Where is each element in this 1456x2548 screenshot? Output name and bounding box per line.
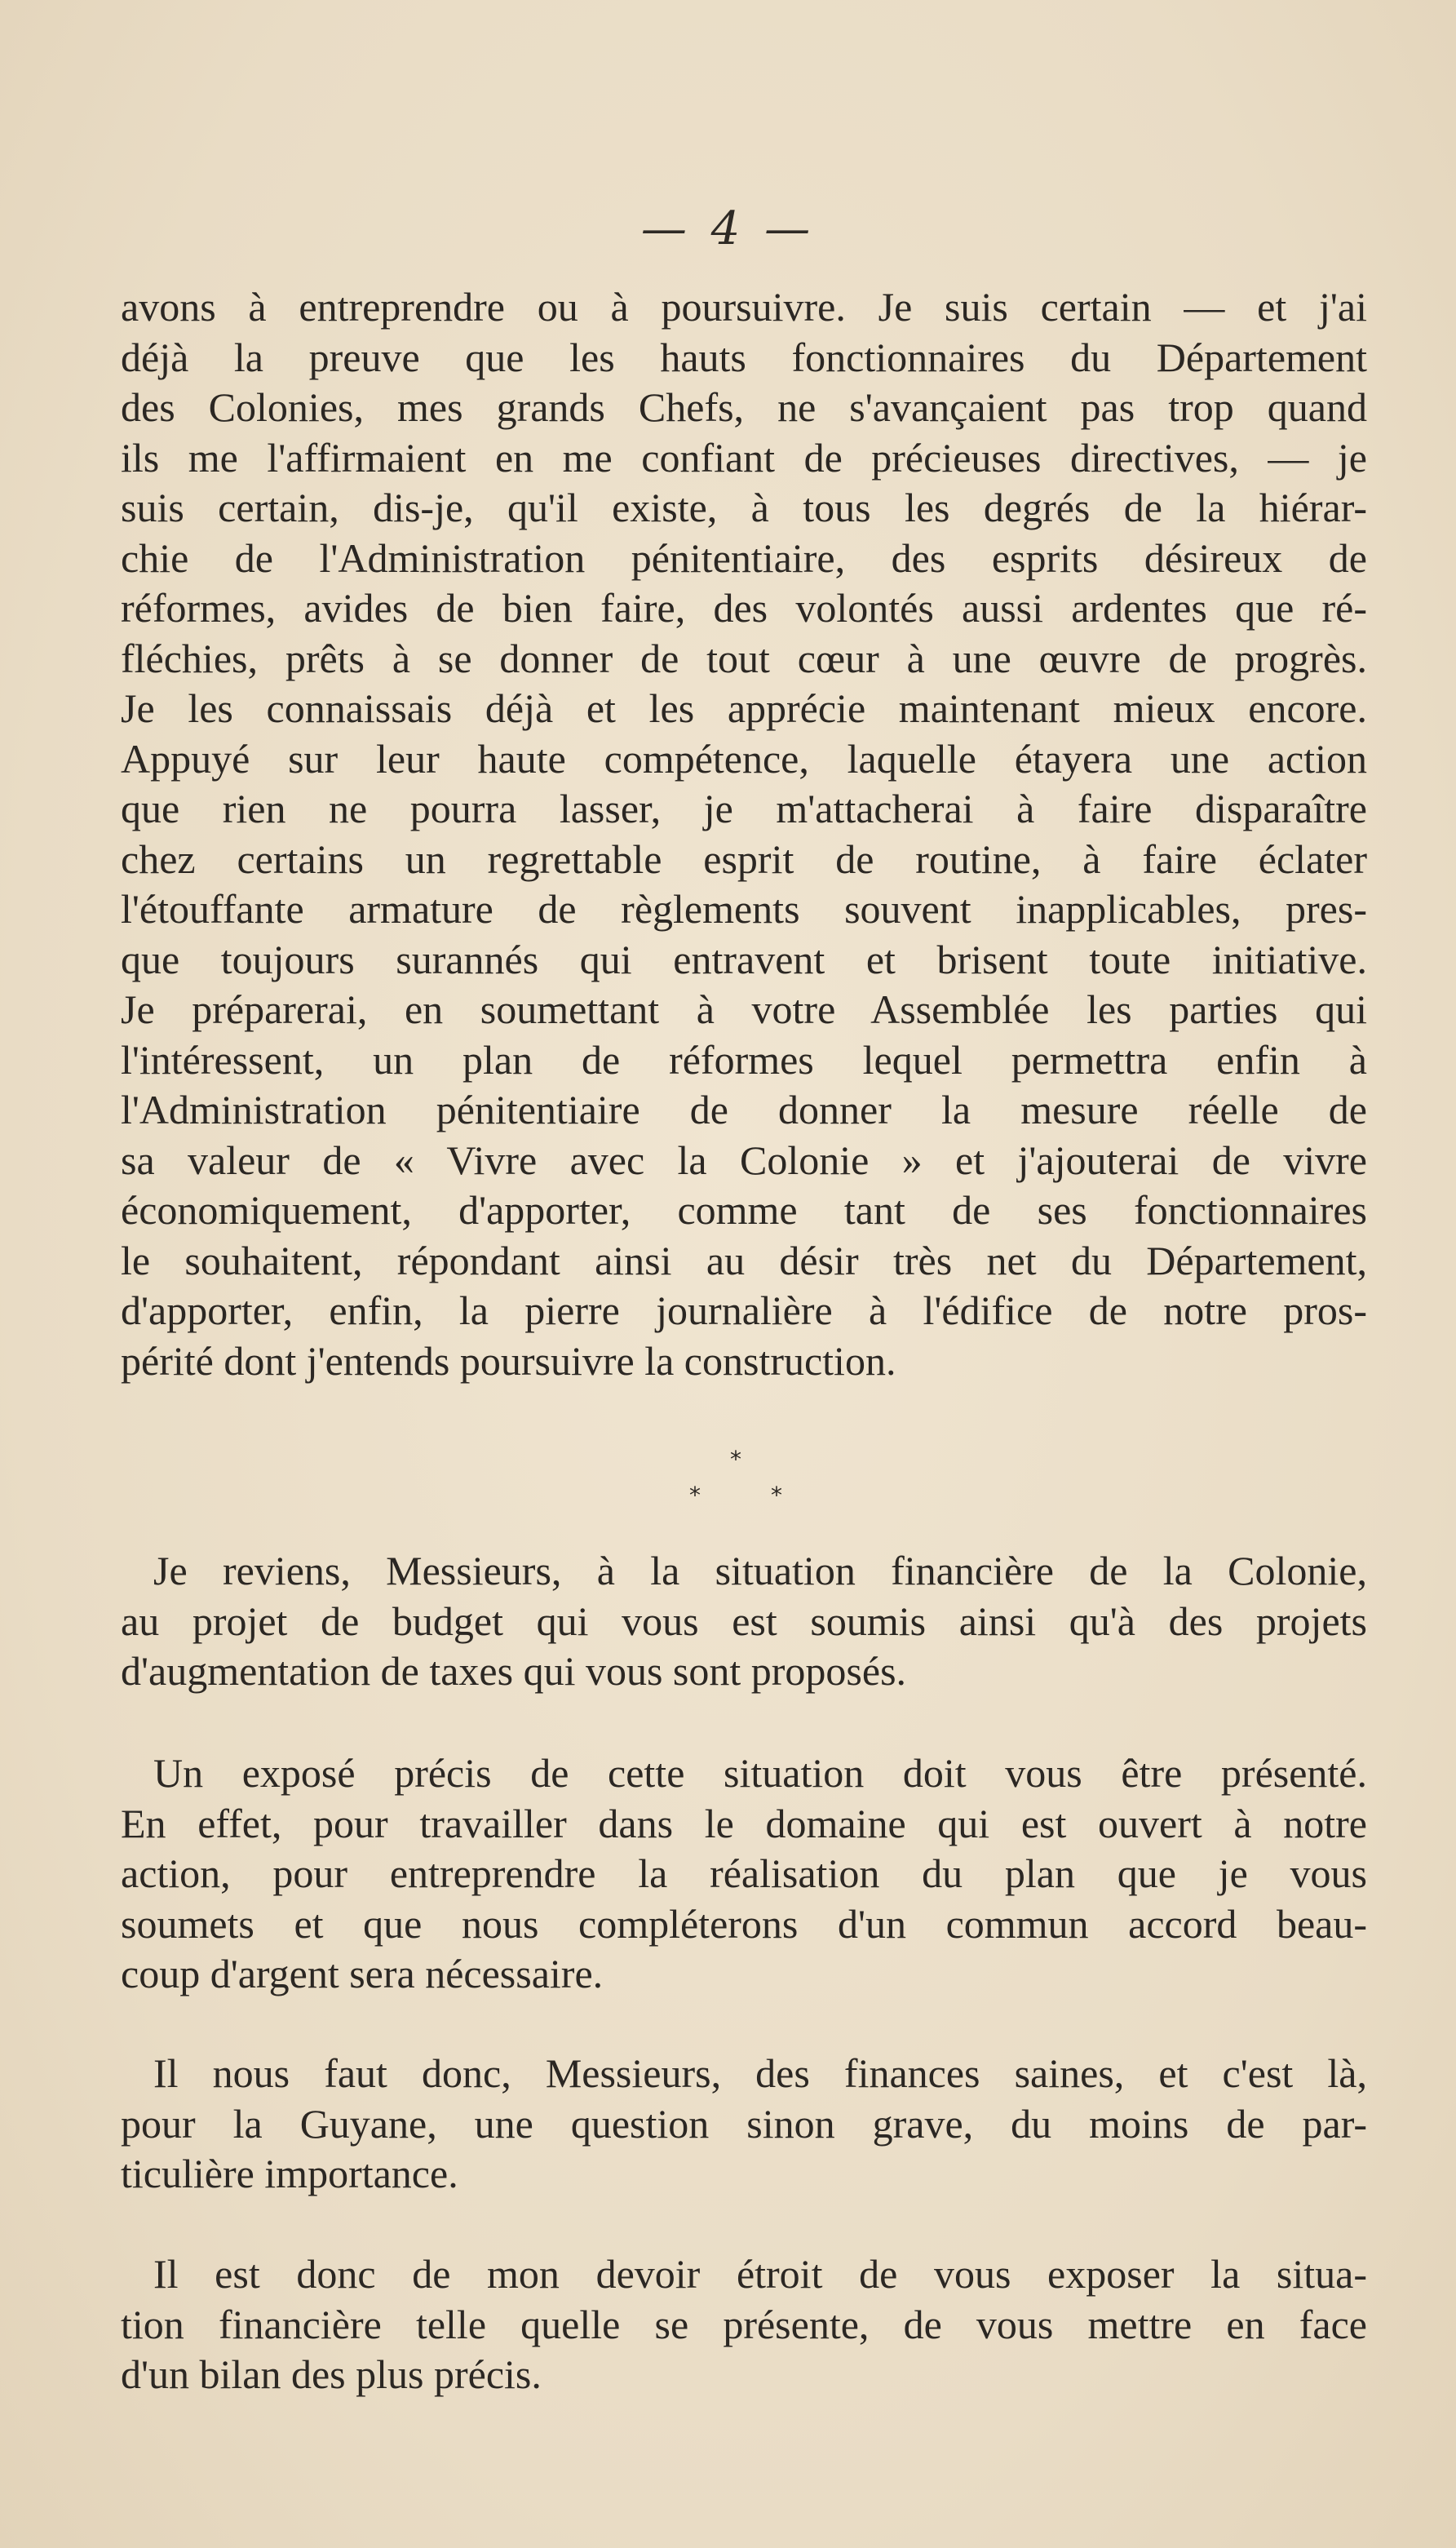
text-line: Il nous faut donc, Messieurs, des finances saines, et c'est là, xyxy=(153,2050,1367,2096)
paragraph-precise-statement xyxy=(121,1748,1367,2000)
text-line: tion financière telle quelle se présente, de vous mettre en face xyxy=(121,2301,1367,2347)
paragraph-financial-situation xyxy=(121,1546,1367,1697)
text-line: périté dont j'entends poursuivre la construction. xyxy=(121,1337,896,1384)
paragraph-reform-plan xyxy=(121,282,1367,1386)
text-line: pour la Guyane, une question sinon grave, du moins de par- xyxy=(121,2100,1367,2147)
text-line: chie de l'Administration pénitentiaire, des esprits désireux de xyxy=(121,534,1367,581)
text-line: soumets et que nous compléterons d'un commun accord beau- xyxy=(121,1900,1367,1947)
text-line: Un exposé précis de cette situation doit vous être présenté. xyxy=(153,1750,1367,1796)
text-line: au projet de budget qui vous est soumis ainsi qu'à des projets xyxy=(121,1597,1367,1644)
text-line: l'intéressent, un plan de réformes lequel permettra enfin à xyxy=(121,1036,1367,1083)
text-line: déjà la preuve que les hauts fonctionnaires du Département xyxy=(121,334,1367,380)
text-line: d'un bilan des plus précis. xyxy=(121,2351,542,2397)
text-line: d'apporter, enfin, la pierre journalière à l'édifice de notre pros- xyxy=(121,1287,1367,1333)
asterisk-icon: * xyxy=(771,1482,782,1509)
text-line: avons à entreprendre ou à poursuivre. Je suis certain — et j'ai xyxy=(121,284,1367,330)
text-line: ils me l'affirmaient en me confiant de précieuses directives, — je xyxy=(121,434,1367,481)
paragraph-duty xyxy=(121,2249,1367,2400)
text-line: sa valeur de « Vivre avec la Colonie » et j'ajouterai de vivre xyxy=(121,1137,1367,1183)
text-line: l'Administration pénitentiaire de donner la mesure réelle de xyxy=(121,1087,1367,1132)
asterisk-icon: * xyxy=(689,1482,701,1509)
paragraph-sound-finances xyxy=(121,2049,1367,2200)
text-line: Appuyé sur leur haute compétence, laquelle étayera une action xyxy=(121,735,1367,782)
text-line: l'étouffante armature de règlements souvent inapplicables, pres- xyxy=(121,886,1367,932)
text-line: que toujours surannés qui entravent et brisent toute initiative. xyxy=(121,936,1367,982)
text-line: suis certain, dis-je, qu'il existe, à tous les degrés de la hiérar- xyxy=(121,485,1367,530)
page-number: — 4 — xyxy=(640,202,816,255)
text-line: coup d'argent sera nécessaire. xyxy=(121,1951,604,1996)
text-line: ticulière importance. xyxy=(121,2151,458,2196)
text-line: économiquement, d'apporter, comme tant de ses fonctionnaires xyxy=(121,1187,1367,1233)
text-line: réformes, avides de bien faire, des volontés aussi ardentes que ré- xyxy=(121,585,1367,631)
text-line: chez certains un regrettable esprit de routine, à faire éclater xyxy=(121,835,1367,882)
section-separator xyxy=(0,1448,1456,1522)
text-line: Je reviens, Messieurs, à la situation financière de la Colonie, xyxy=(153,1548,1367,1593)
text-line: fléchies, prêts à se donner de tout cœur à une œuvre de progrès. xyxy=(121,635,1367,681)
asterisk-icon: * xyxy=(730,1446,741,1473)
text-line: Il est donc de mon devoir étroit de vous exposer la situa- xyxy=(153,2251,1367,2297)
text-line: action, pour entreprendre la réalisation du plan que je vous xyxy=(121,1850,1367,1896)
text-line: le souhaitent, répondant ainsi au désir très net du Département, xyxy=(121,1237,1367,1283)
text-line: que rien ne pourra lasser, je m'attacherai à faire disparaître xyxy=(121,786,1367,831)
text-line: d'augmentation de taxes qui vous sont proposés. xyxy=(121,1648,907,1694)
text-line: des Colonies, mes grands Chefs, ne s'avançaient pas trop quand xyxy=(121,384,1367,430)
text-line: En effet, pour travailler dans le domaine qui est ouvert à notre xyxy=(121,1800,1367,1846)
text-line: Je les connaissais déjà et les apprécie maintenant mieux encore. xyxy=(121,685,1367,731)
text-line: Je préparerai, en soumettant à votre Assemblée les parties qui xyxy=(121,986,1367,1032)
